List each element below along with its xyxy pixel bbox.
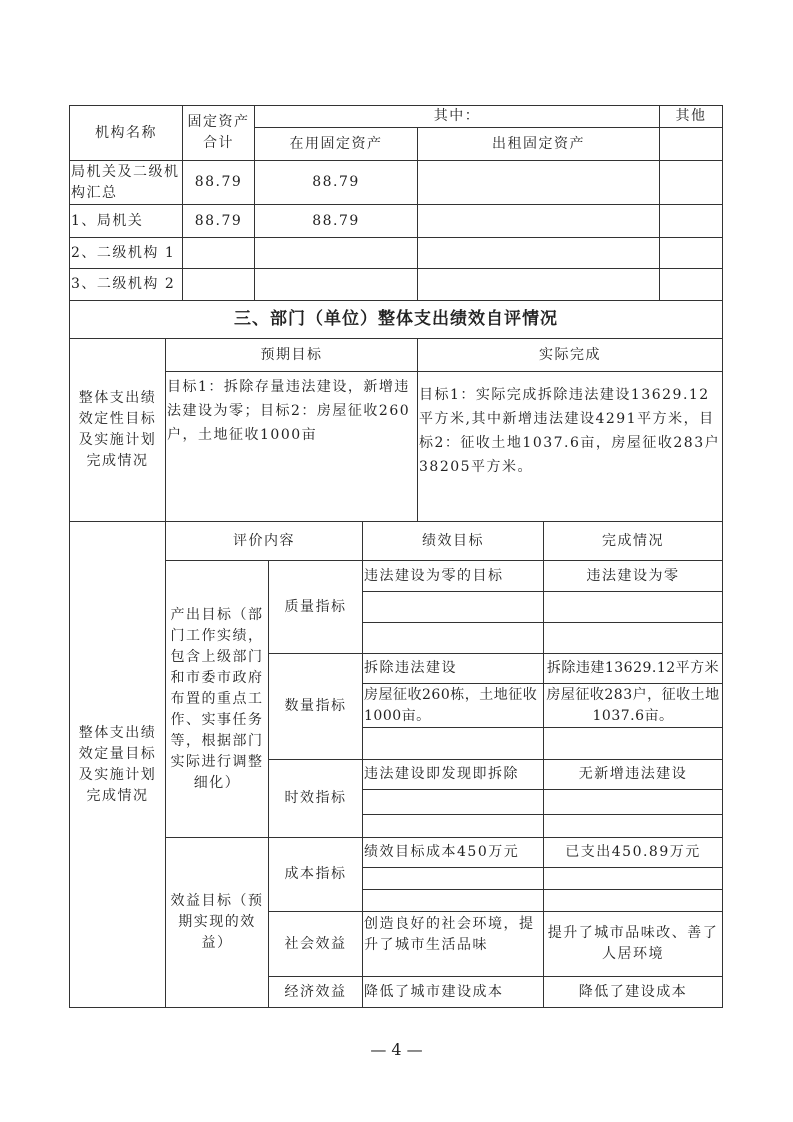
quality-target [362, 560, 544, 592]
header-of-which-text: 其中： [433, 108, 481, 124]
expected-text-content: 目标1：拆除存量违法建设，新增违法建设为零；目标2：房屋征收260户，土地征收1000亩 [167, 379, 411, 443]
cost-label-text: 成本指标 [284, 866, 347, 882]
quality-done-text: 违法建设为零 [586, 567, 680, 584]
actual-text-content: 目标1：实际完成拆除违法建设13629.12平方米,其中新增违法建设4291平方米，目标2：征收土地1037.6亩，房屋征收283户38205平方米。 [419, 387, 721, 475]
social-done [543, 911, 723, 977]
quantitative-label-text: 整体支出绩效定量目标及实施计划完成情况 [78, 724, 157, 804]
target-header-text: 绩效目标 [422, 532, 484, 549]
row-in-use [254, 268, 418, 301]
quality-label-text: 质量指标 [284, 598, 347, 615]
cost-label [268, 837, 363, 912]
quantity-done-blank [543, 727, 723, 760]
quantity-label [268, 653, 363, 760]
header-total-text: 固定资产合计 [187, 114, 250, 151]
header-org-name [69, 105, 183, 161]
header-leased-text: 出租固定资产 [492, 135, 585, 152]
quantity-done [543, 653, 723, 684]
quantity-label-text: 数量指标 [284, 698, 347, 714]
benefit-label-text: 效益目标（预期实现的效益） [170, 893, 264, 951]
quantity-target-text: 拆除违法建设 [364, 660, 457, 676]
timeliness-done-text: 无新增违法建设 [578, 766, 688, 782]
quantity-target [362, 683, 544, 728]
economic-done [543, 976, 723, 1008]
row-in-use-text: 88.79 [312, 174, 360, 190]
cost-done-text: 已支出450.89万元 [565, 844, 701, 860]
quality-target-blank [362, 622, 544, 654]
economic-label [268, 976, 363, 1008]
header-other-text: 其他 [675, 108, 707, 124]
row-total [182, 237, 255, 269]
header-of-which [254, 105, 660, 128]
header-total [182, 105, 255, 161]
quantity-done-text: 拆除违建13629.12平方米 [546, 660, 720, 676]
quantity-done [543, 683, 723, 728]
row-other [659, 268, 723, 301]
row-name [69, 237, 183, 269]
quality-label [268, 560, 363, 654]
expected-header [165, 338, 418, 372]
quantity-target [362, 653, 544, 684]
row-leased [417, 237, 660, 269]
section-title [69, 300, 723, 339]
benefit-label [165, 837, 269, 1008]
row-leased [417, 268, 660, 301]
row-name [69, 268, 183, 301]
header-other-blank [659, 127, 723, 161]
timeliness-target-blank [362, 789, 544, 815]
done-header [543, 521, 723, 561]
row-other [659, 204, 723, 238]
economic-label-text: 经济效益 [284, 983, 347, 1000]
economic-target [362, 976, 544, 1008]
cost-target [362, 837, 544, 868]
timeliness-done-blank [543, 814, 723, 838]
quantity-target-blank [362, 727, 544, 760]
target-header [362, 521, 544, 561]
header-in-use [254, 127, 418, 161]
row-total [182, 204, 255, 238]
output-label-text: 产出目标（部门工作实绩，包含上级部门和市委市政府布置的重点工作、实事任务等，根据部门实际进行调整细化） [170, 606, 264, 791]
timeliness-done-blank [543, 789, 723, 815]
cost-done [543, 837, 723, 868]
row-leased [417, 160, 660, 205]
qualitative-label-text: 整体支出绩效定性目标及实施计划完成情况 [78, 390, 157, 469]
row-total-text: 88.79 [194, 174, 243, 190]
social-label-text: 社会效益 [284, 935, 347, 952]
cost-target-blank [362, 889, 544, 912]
header-leased [417, 127, 660, 161]
done-header-text: 完成情况 [602, 532, 664, 549]
quantity-target-text: 房屋征收260栋，土地征收1000亩。 [364, 686, 538, 724]
timeliness-done [543, 759, 723, 790]
row-name [69, 160, 183, 205]
timeliness-target-text: 违法建设即发现即拆除 [364, 766, 519, 782]
row-in-use [254, 237, 418, 269]
row-in-use [254, 160, 418, 205]
row-leased [417, 204, 660, 238]
cost-target-text: 绩效目标成本450万元 [364, 844, 520, 860]
timeliness-target-blank [362, 814, 544, 838]
row-name-text: 1、局机关 [71, 212, 144, 229]
quality-done-blank [543, 591, 723, 623]
quantitative-label [69, 521, 166, 1008]
row-in-use-text: 88.79 [312, 212, 360, 229]
social-target-text: 创造良好的社会环境，提升了城市生活品味 [364, 916, 535, 953]
row-name-text: 2、二级机构 1 [71, 244, 176, 261]
expected-text [165, 371, 418, 522]
quality-done [543, 560, 723, 592]
page-number: — 4 — [370, 1040, 423, 1059]
expected-header-text: 预期目标 [260, 346, 323, 363]
cost-done-blank [543, 867, 723, 890]
social-label [268, 911, 363, 977]
quality-target-text: 违法建设为零的目标 [364, 567, 504, 584]
economic-done-text: 降低了建设成本 [578, 983, 688, 1000]
content-header [165, 521, 363, 561]
output-label [165, 560, 269, 838]
row-other [659, 237, 723, 269]
qualitative-label [69, 338, 166, 522]
header-in-use-text: 在用固定资产 [289, 135, 383, 152]
header-other [659, 105, 723, 128]
content-header-text: 评价内容 [233, 532, 295, 549]
timeliness-label [268, 759, 363, 838]
row-name [69, 204, 183, 238]
row-name-text: 3、二级机构 2 [71, 276, 176, 292]
timeliness-label-text: 时效指标 [284, 790, 347, 806]
row-in-use [254, 204, 418, 238]
row-total-text: 88.79 [194, 212, 243, 229]
cost-done-blank [543, 889, 723, 912]
actual-header-text: 实际完成 [539, 346, 601, 363]
timeliness-target [362, 759, 544, 790]
row-other [659, 160, 723, 205]
quality-done-blank [543, 622, 723, 654]
header-org-name-text: 机构名称 [95, 124, 157, 141]
economic-target-text: 降低了城市建设成本 [364, 983, 504, 1000]
row-name-text: 局机关及二级机构汇总 [71, 163, 180, 201]
cost-target-blank [362, 867, 544, 890]
row-total [182, 268, 255, 301]
actual-header [417, 338, 723, 372]
social-target [362, 911, 544, 977]
social-done-text: 提升了城市品味改、善了人居环境 [547, 925, 719, 962]
section-title-text: 三、部门（单位）整体支出绩效自评情况 [234, 309, 558, 329]
row-total [182, 160, 255, 205]
actual-text [417, 371, 723, 522]
quality-target-blank [362, 591, 544, 623]
quantity-done-text: 房屋征收283户，征收土地1037.6亩。 [546, 686, 720, 724]
